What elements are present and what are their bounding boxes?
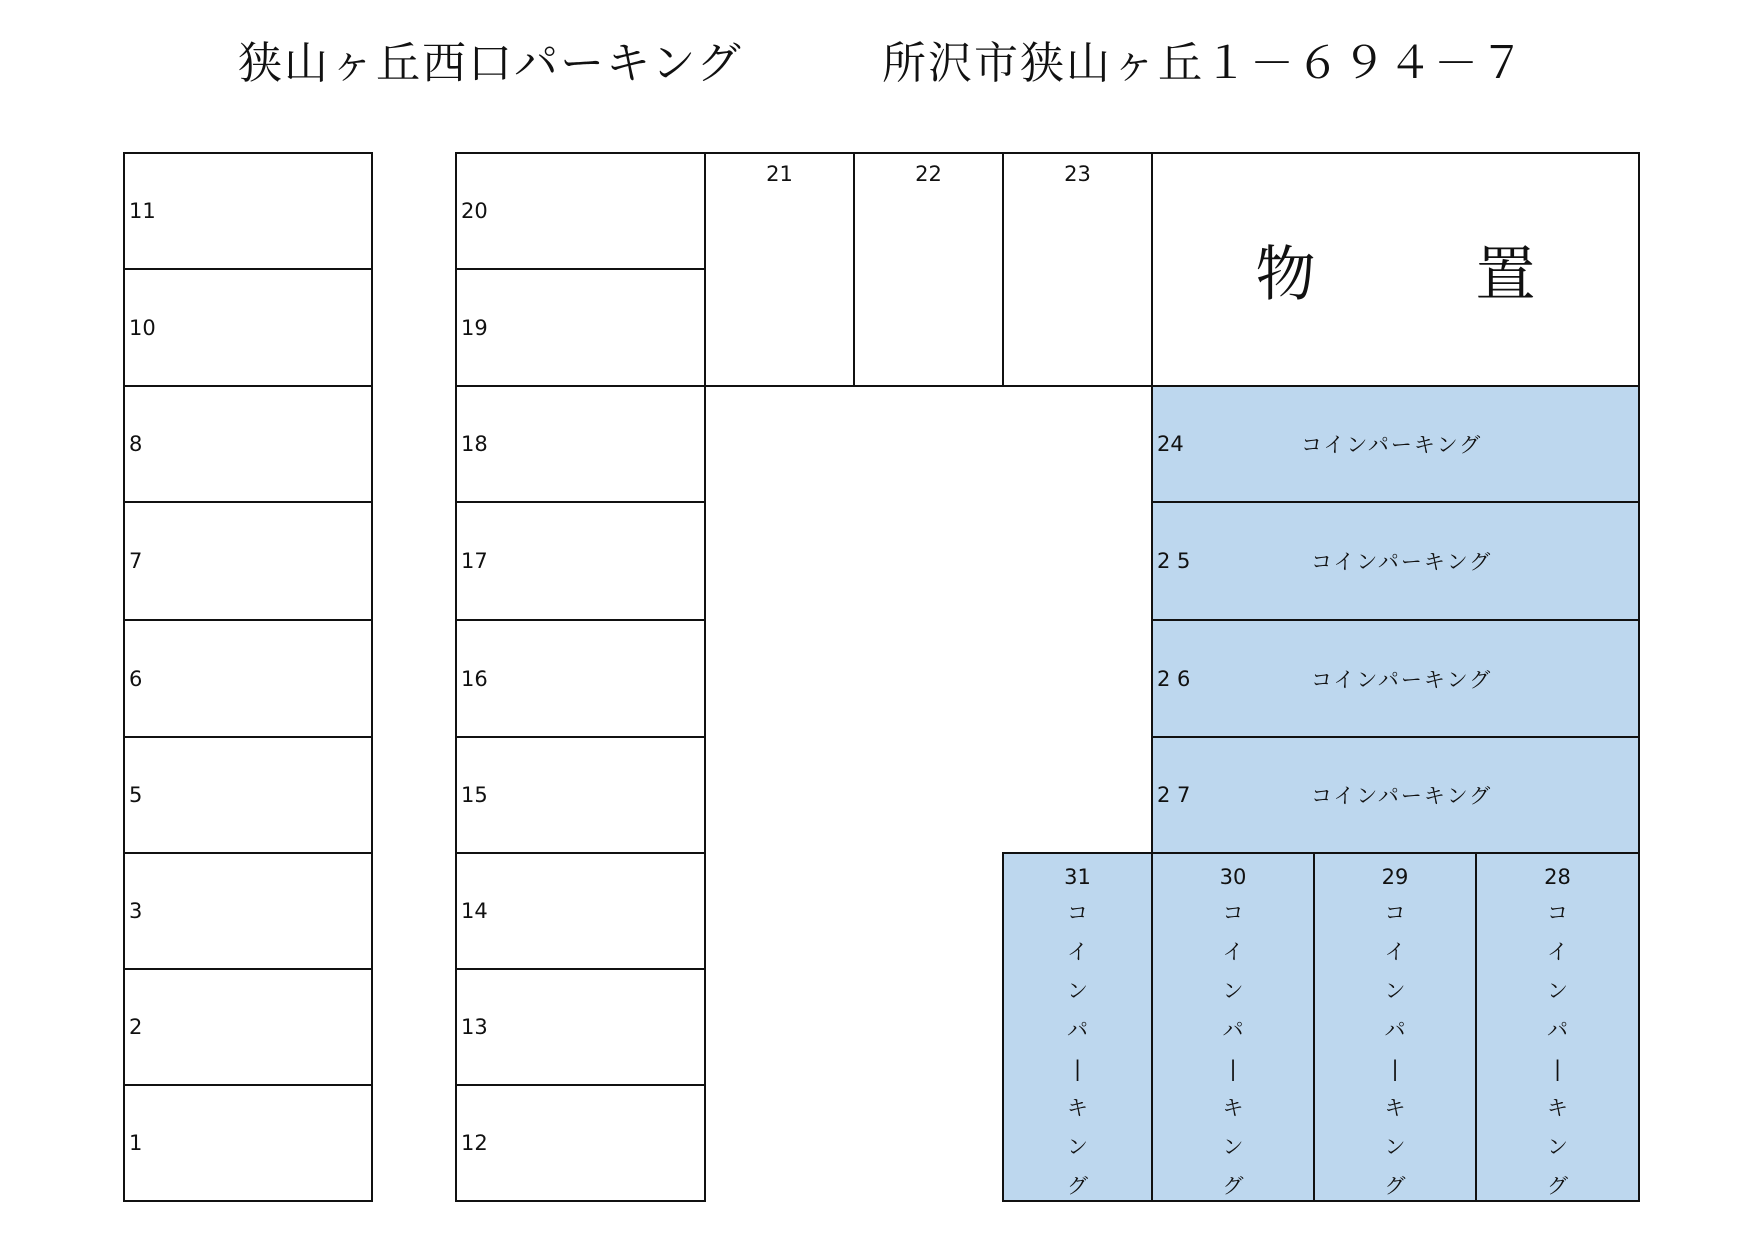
address-title: 所沢市狭山ヶ丘１－６９４－７ xyxy=(882,38,1526,89)
label-char: イ xyxy=(1222,940,1244,964)
space-number: 8 xyxy=(129,432,143,456)
label-char: グ xyxy=(1547,1174,1568,1198)
parking-space xyxy=(455,1084,706,1202)
label-char: | xyxy=(1553,1057,1562,1081)
space-number: 17 xyxy=(461,549,488,573)
space-number: 20 xyxy=(461,199,488,223)
parking-space xyxy=(123,152,373,270)
space-number: 7 xyxy=(129,549,143,573)
label-char: グ xyxy=(1067,1174,1088,1198)
label-char: ン xyxy=(1067,1135,1088,1159)
coin-parking-label xyxy=(1547,894,1568,1206)
space-number: 6 xyxy=(129,666,143,691)
coin-parking-space xyxy=(1151,852,1315,1202)
label-char: パ xyxy=(1547,1018,1568,1042)
label-char: ン xyxy=(1222,979,1244,1003)
parking-space xyxy=(123,268,373,387)
space-number: 13 xyxy=(461,1015,488,1039)
label-char: キ xyxy=(1547,1096,1568,1120)
storage-label: 物 置 xyxy=(1255,239,1586,310)
parking-space xyxy=(455,736,706,854)
label-char: キ xyxy=(1067,1096,1088,1120)
label-char: パ xyxy=(1384,1018,1406,1042)
coin-parking-space xyxy=(1475,852,1640,1202)
parking-space xyxy=(455,501,706,621)
space-number: 23 xyxy=(1064,162,1091,186)
space-number: 2 xyxy=(129,1015,143,1039)
label-char: | xyxy=(1073,1057,1082,1081)
parking-space xyxy=(704,152,855,387)
coin-parking-label: コインパーキング xyxy=(1301,433,1483,457)
coin-parking-space xyxy=(1151,736,1640,854)
parking-space xyxy=(455,968,706,1086)
label-char: キ xyxy=(1384,1096,1406,1120)
space-number: 12 xyxy=(461,1131,488,1155)
space-number: 2 6 xyxy=(1157,666,1191,691)
label-char: パ xyxy=(1222,1018,1244,1042)
parking-space xyxy=(455,385,706,503)
coin-parking-label: コインパーキング xyxy=(1311,667,1493,692)
storage-area xyxy=(1151,152,1640,387)
space-number: 29 xyxy=(1381,865,1409,889)
label-char: ン xyxy=(1384,1135,1406,1159)
coin-parking-space xyxy=(1151,501,1640,621)
parking-space xyxy=(455,152,706,270)
coin-parking-space xyxy=(1002,852,1153,1202)
space-number: 14 xyxy=(461,899,488,923)
space-number: 3 xyxy=(129,899,143,923)
label-char: ン xyxy=(1222,1135,1244,1159)
coin-parking-label: コインパーキング xyxy=(1311,550,1493,574)
space-number: 31 xyxy=(1064,865,1091,889)
coin-parking-label xyxy=(1067,894,1088,1206)
space-number: 2 5 xyxy=(1157,549,1191,573)
label-char: コ xyxy=(1547,901,1568,925)
label-char: ン xyxy=(1067,979,1088,1003)
coin-parking-label: コインパーキング xyxy=(1311,784,1493,808)
label-char: キ xyxy=(1222,1096,1244,1120)
label-char: | xyxy=(1229,1057,1237,1081)
parking-space xyxy=(455,619,706,738)
space-number: 30 xyxy=(1219,865,1247,889)
space-number: 16 xyxy=(461,666,488,691)
coin-parking-space xyxy=(1151,385,1640,503)
space-number: 24 xyxy=(1157,432,1184,456)
space-number: 1 xyxy=(129,1131,143,1155)
space-number: 15 xyxy=(461,783,488,807)
parking-space xyxy=(123,968,373,1086)
label-char: グ xyxy=(1222,1174,1244,1198)
parking-space xyxy=(455,268,706,387)
coin-parking-label xyxy=(1223,894,1244,1206)
label-char: ン xyxy=(1547,1135,1568,1159)
space-number: 10 xyxy=(129,315,156,340)
label-char: ン xyxy=(1384,979,1406,1003)
parking-space xyxy=(123,852,373,970)
label-char: コ xyxy=(1222,901,1244,925)
parking-space xyxy=(123,385,373,503)
space-number: 18 xyxy=(461,432,488,456)
space-number: 21 xyxy=(766,162,793,186)
space-number: 19 xyxy=(461,315,488,340)
label-char: イ xyxy=(1067,940,1088,964)
space-number: 5 xyxy=(129,783,143,807)
label-char: コ xyxy=(1067,901,1088,925)
label-char: イ xyxy=(1547,940,1568,964)
parking-space xyxy=(455,852,706,970)
parking-space xyxy=(123,736,373,854)
parking-space xyxy=(123,501,373,621)
space-number: 11 xyxy=(129,199,156,223)
coin-parking-space xyxy=(1313,852,1477,1202)
parking-space xyxy=(1002,152,1153,387)
label-char: グ xyxy=(1384,1174,1406,1198)
space-number: 2 7 xyxy=(1157,783,1191,807)
label-char: | xyxy=(1391,1057,1399,1081)
coin-parking-label xyxy=(1385,894,1406,1206)
label-char: イ xyxy=(1384,940,1406,964)
parking-space xyxy=(123,1084,373,1202)
space-number: 28 xyxy=(1544,865,1571,889)
label-char: パ xyxy=(1067,1018,1088,1042)
lot-name-title: 狭山ヶ丘西口パーキング xyxy=(238,38,743,89)
coin-parking-space xyxy=(1151,619,1640,738)
label-char: コ xyxy=(1384,901,1406,925)
parking-space xyxy=(853,152,1004,387)
parking-space xyxy=(123,619,373,738)
label-char: ン xyxy=(1547,979,1568,1003)
space-number: 22 xyxy=(915,162,942,186)
